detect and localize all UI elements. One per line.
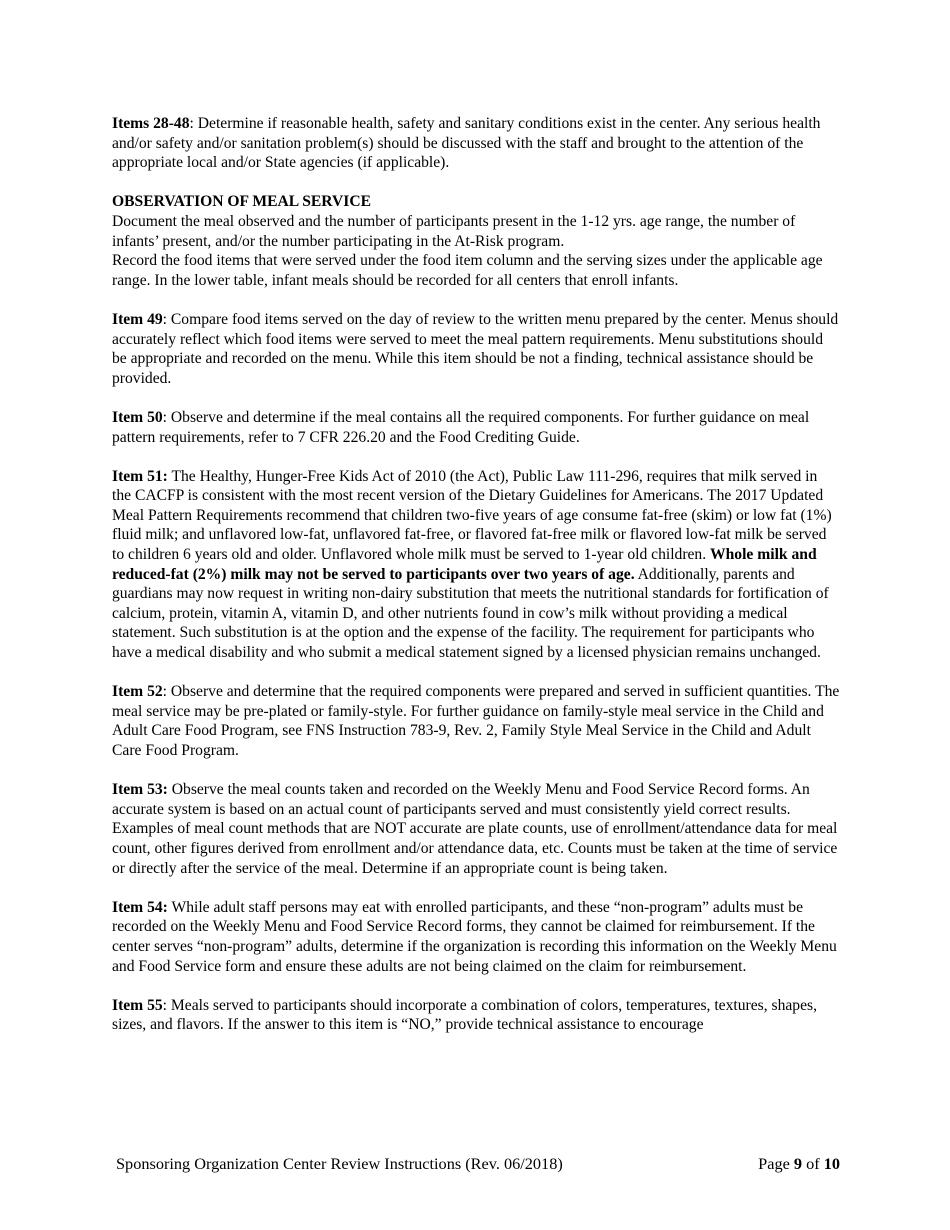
item-55-label: Item 55 [112, 996, 163, 1014]
item-49-label: Item 49 [112, 310, 163, 328]
item-55-text: : Meals served to participants should incorporate a combination of colors, temperatures, textures, shapes, sizes, and flavors. If the answer to this item is “NO,” provide technical assistance to encourage [112, 996, 817, 1034]
items-28-48-paragraph [112, 114, 840, 173]
item-55-paragraph [112, 996, 840, 1035]
page-total: 10 [823, 1154, 840, 1173]
item-52-paragraph [112, 682, 840, 760]
item-52-text: : Observe and determine that the required components were prepared and served in sufficient quantities. The meal service may be pre-plated or family-style. For further guidance on family-style meal service in the Child and Adult Care Food Program, see FNS Instruction 783-9, Rev. 2, Family Style Meal Service in the Child and Adult Care Food Program. [112, 683, 840, 759]
footer-title: Sponsoring Organization Center Review Instructions (Rev. 06/2018) [116, 1154, 563, 1173]
item-53-label: Item 53: [112, 781, 168, 799]
item-51-text-1: The Healthy, Hunger-Free Kids Act of 2010 (the Act), Public Law 111-296, requires that milk served in the CACFP is consistent with the most recent version of the Dietary Guidelines for Americans. The 2017 Updated Meal Pattern Requirements recommend that children two-five years of age consume fat-free (skim) or low fat (1%) fluid milk; and unflavored low-fat, unflavored fat-free, or flavored fat-free milk or flavored low-fat milk be served to children 6 years old and older. Unflavored whole milk must be served to 1-year old children. [112, 467, 832, 564]
item-54-label: Item 54: [112, 898, 168, 916]
item-50-label: Item 50 [112, 408, 163, 426]
item-49-text: : Compare food items served on the day of review to the written menu prepared by the center. Menus should accurately reflect which food items were served to meet the meal pattern requirements. Menu substitutions should be appropriate and recorded on the menu. While this item should be not a finding, technical assistance should be provided. [112, 310, 839, 387]
item-52-label: Item 52 [112, 683, 163, 701]
item-51-bold-text: Whole milk and reduced-fat (2%) milk may not be served to participants over two years of age. [112, 546, 817, 583]
item-54-text: While adult staff persons may eat with enrolled participants, and these “non-program” adults must be recorded on the Weekly Menu and Food Service Record forms, they cannot be claimed for reimbursement. If the center serves “non-program” adults, determine if the organization is recording this information on the Weekly Menu and Food Service form and ensure these adults are not being claimed on the claim for reimbursement. [112, 898, 837, 975]
document-body [112, 114, 840, 1035]
page-current: 9 [793, 1154, 803, 1173]
item-53-text: Observe the meal counts taken and recorded on the Weekly Menu and Food Service Record forms. An accurate system is based on an actual count of participants served and must consistently yield correct results. Examples of meal count methods that are NOT accurate are plate counts, use of enrollment/attendance data for meal count, other figures derived from enrollment and/or attendance data, etc. Counts must be taken at the time of service or directly after the service of the meal. Determine if an appropriate count is being taken. [112, 781, 838, 877]
item-50-paragraph [112, 408, 840, 447]
observation-paragraph-1: Document the meal observed and the number of participants present in the 1-12 yrs. age range, the number of infants’ present, and/or the number participating in the At-Risk program. [112, 212, 796, 250]
items-28-48-label: Items 28-48 [112, 115, 190, 132]
item-54-paragraph [112, 898, 840, 976]
item-51-paragraph [112, 467, 840, 663]
page-of: of [802, 1154, 824, 1173]
item-53-paragraph [112, 780, 840, 878]
page-number [758, 1154, 840, 1174]
items-28-48-text: : Determine if reasonable health, safety and sanitary conditions exist in the center. Any serious health and/or safety and/or sanitation problem(s) should be discussed with the staff and brought to the attention of the appropriate local and/or State agencies (if applicable). [112, 115, 821, 172]
item-51-label: Item 51: [112, 467, 168, 485]
item-51-text-2: Additionally, parents and guardians may now request in writing non-dairy substitution that meets the nutritional standards for fortification of calcium, protein, vitamin A, vitamin D, and other nutrients found in cow’s milk without providing a medical statement. Such substitution is at the option and the expense of the facility. The requirement for participants who have a medical disability and who submit a medical statement signed by a licensed physician remains unchanged. [112, 565, 829, 662]
page-prefix: Page [758, 1154, 794, 1173]
observation-heading: OBSERVATION OF MEAL SERVICE [112, 193, 372, 211]
item-49-paragraph [112, 310, 840, 388]
observation-paragraph-2: Record the food items that were served under the food item column and the serving sizes under the applicable age range. In the lower table, infant meals should be recorded for all centers that enroll infants. [112, 252, 823, 289]
item-50-text: : Observe and determine if the meal contains all the required components. For further guidance on meal pattern requirements, refer to 7 CFR 226.20 and the Food Crediting Guide. [112, 408, 810, 446]
